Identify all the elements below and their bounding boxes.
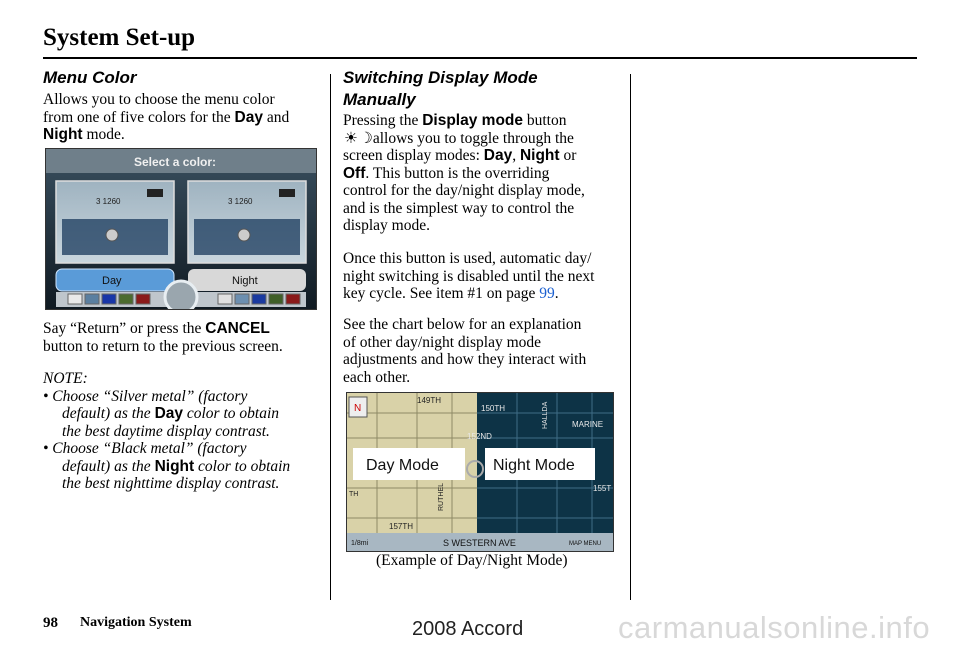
color-swatch[interactable] bbox=[136, 294, 150, 304]
text-run: Pressing the bbox=[343, 112, 423, 129]
text-run: from one of five colors for the bbox=[43, 108, 235, 126]
note-1-line-3: the best daytime display contrast. bbox=[62, 422, 270, 440]
display-mode-paragraph-3 bbox=[343, 316, 628, 386]
night-tab-label: Night bbox=[232, 275, 258, 287]
day-term: Day bbox=[234, 108, 263, 126]
text-run: default) as the bbox=[62, 405, 155, 422]
text-run: . bbox=[554, 285, 559, 302]
svg-text:N: N bbox=[354, 403, 362, 414]
street-label: MARINE bbox=[572, 420, 604, 429]
off-term: Off bbox=[343, 164, 366, 182]
p1-line-4 bbox=[343, 165, 628, 183]
column-divider bbox=[330, 74, 331, 600]
day-term: Day bbox=[483, 147, 513, 164]
menu-color-paragraph bbox=[43, 91, 323, 144]
note-label: NOTE: bbox=[43, 370, 88, 387]
page-link[interactable]: 99 bbox=[539, 285, 555, 302]
display-mode-paragraph-1 bbox=[343, 112, 628, 235]
color-swatch[interactable] bbox=[218, 294, 232, 304]
p1-line-1 bbox=[343, 112, 628, 130]
color-swatch[interactable] bbox=[269, 294, 283, 304]
notes-block bbox=[43, 370, 328, 493]
text-run: mode. bbox=[82, 126, 125, 143]
map-caption: (Example of Day/Night Mode) bbox=[376, 552, 568, 569]
cancel-term: CANCEL bbox=[205, 320, 270, 337]
note-2-line-2 bbox=[43, 458, 328, 476]
p1-line-2 bbox=[343, 130, 628, 148]
note-1-line-1: • Choose “Silver metal” (factory bbox=[43, 387, 248, 405]
page-number: 98 bbox=[43, 615, 58, 631]
scale-label: 1/8mi bbox=[351, 540, 369, 547]
map-graphic bbox=[347, 393, 613, 551]
p1-line-6: and is the simplest way to control the bbox=[343, 199, 575, 217]
p2-line-1: Once this button is used, automatic day/ bbox=[343, 250, 592, 267]
menu-color-line-1: Allows you to choose the menu color bbox=[43, 91, 275, 108]
display-mode-term: Display mode bbox=[422, 112, 523, 129]
moon-icon: ☽ bbox=[359, 129, 373, 147]
color-select-graphic bbox=[46, 149, 316, 309]
menu-color-line-3 bbox=[43, 126, 323, 144]
p2-line-3 bbox=[343, 285, 628, 303]
street-label: 157TH bbox=[389, 522, 414, 531]
day-swatches bbox=[68, 294, 150, 304]
street-label: 152ND bbox=[467, 432, 492, 441]
p2-line-2: night switching is disabled until the next bbox=[343, 267, 595, 285]
sun-icon: ☀ bbox=[344, 129, 358, 147]
menu-color-line-2 bbox=[43, 109, 323, 127]
column-divider-right bbox=[630, 74, 631, 600]
text-run: . This button is the overriding bbox=[365, 164, 550, 182]
text-run: color to obtain bbox=[194, 457, 291, 475]
street-label: 149TH bbox=[417, 396, 442, 405]
night-mode-label: Night Mode bbox=[493, 457, 575, 474]
map-menu-label: MAP MENU bbox=[569, 541, 602, 547]
text-run: color to obtain bbox=[183, 405, 280, 422]
day-term: Day bbox=[154, 405, 183, 422]
text-run: button bbox=[523, 112, 567, 129]
heading-line-2: Manually bbox=[343, 90, 416, 109]
heading-line-1: Switching Display Mode bbox=[343, 68, 538, 87]
note-2-line-1: • Choose “Black metal” (factory bbox=[43, 440, 247, 457]
svg-text:3 1260: 3 1260 bbox=[96, 197, 121, 206]
return-line-1 bbox=[43, 320, 323, 338]
color-swatch[interactable] bbox=[235, 294, 249, 304]
day-mode-label: Day Mode bbox=[366, 457, 439, 474]
p3-line-4: each other. bbox=[343, 368, 411, 386]
return-line-2: button to return to the previous screen. bbox=[43, 337, 283, 355]
street-label: 155T bbox=[593, 484, 612, 493]
day-night-map bbox=[346, 392, 614, 552]
text-run: key cycle. See item #1 on page bbox=[343, 285, 540, 302]
display-mode-paragraph-2 bbox=[343, 250, 628, 303]
color-swatch[interactable] bbox=[68, 294, 82, 304]
text-run: Say “Return” or press the bbox=[43, 320, 206, 337]
note-1-line-2 bbox=[43, 405, 328, 423]
site-watermark: carmanualsonline.info bbox=[618, 610, 931, 645]
night-term: Night bbox=[43, 126, 83, 143]
p3-line-2: of other day/night display mode bbox=[343, 333, 542, 351]
display-mode-heading bbox=[343, 67, 623, 111]
p1-line-3 bbox=[343, 147, 628, 165]
night-term: Night bbox=[519, 147, 560, 164]
header-rule bbox=[43, 57, 917, 59]
model-watermark: 2008 Accord bbox=[412, 618, 524, 640]
text-run: or bbox=[559, 147, 577, 164]
footer-label: Navigation System bbox=[80, 615, 192, 630]
text-run: screen display modes: bbox=[343, 147, 484, 164]
screen-title: Select a color: bbox=[134, 155, 217, 169]
color-swatch[interactable] bbox=[286, 294, 300, 304]
day-tab-label: Day bbox=[102, 275, 122, 287]
text-run: and bbox=[262, 108, 290, 126]
color-swatch[interactable] bbox=[102, 294, 116, 304]
color-swatch[interactable] bbox=[252, 294, 266, 304]
street-label: S WESTERN AVE bbox=[443, 538, 516, 548]
menu-color-heading: Menu Color bbox=[43, 68, 137, 87]
text-run: default) as the bbox=[62, 457, 155, 475]
street-label: HALLDA bbox=[542, 401, 549, 429]
svg-text:3 1260: 3 1260 bbox=[228, 197, 253, 206]
street-label: TH bbox=[349, 491, 359, 498]
p1-line-5: control for the day/night display mode, bbox=[343, 182, 585, 199]
street-label: RUTHEL bbox=[438, 482, 445, 511]
note-2-line-3: the best nighttime display contrast. bbox=[62, 475, 280, 492]
text-run: , bbox=[512, 147, 520, 164]
color-swatch[interactable] bbox=[85, 294, 99, 304]
color-select-screen bbox=[45, 148, 317, 310]
p3-line-1: See the chart below for an explanation bbox=[343, 316, 582, 333]
page-title: System Set-up bbox=[43, 24, 196, 51]
return-instruction bbox=[43, 320, 323, 355]
text-run: allows you to toggle through the bbox=[369, 129, 574, 147]
color-swatch[interactable] bbox=[119, 294, 133, 304]
p3-line-3: adjustments and how they interact with bbox=[343, 351, 587, 368]
p1-line-7: display mode. bbox=[343, 217, 430, 234]
street-label: 150TH bbox=[481, 404, 506, 413]
night-term: Night bbox=[154, 457, 195, 475]
night-swatches bbox=[218, 294, 300, 304]
